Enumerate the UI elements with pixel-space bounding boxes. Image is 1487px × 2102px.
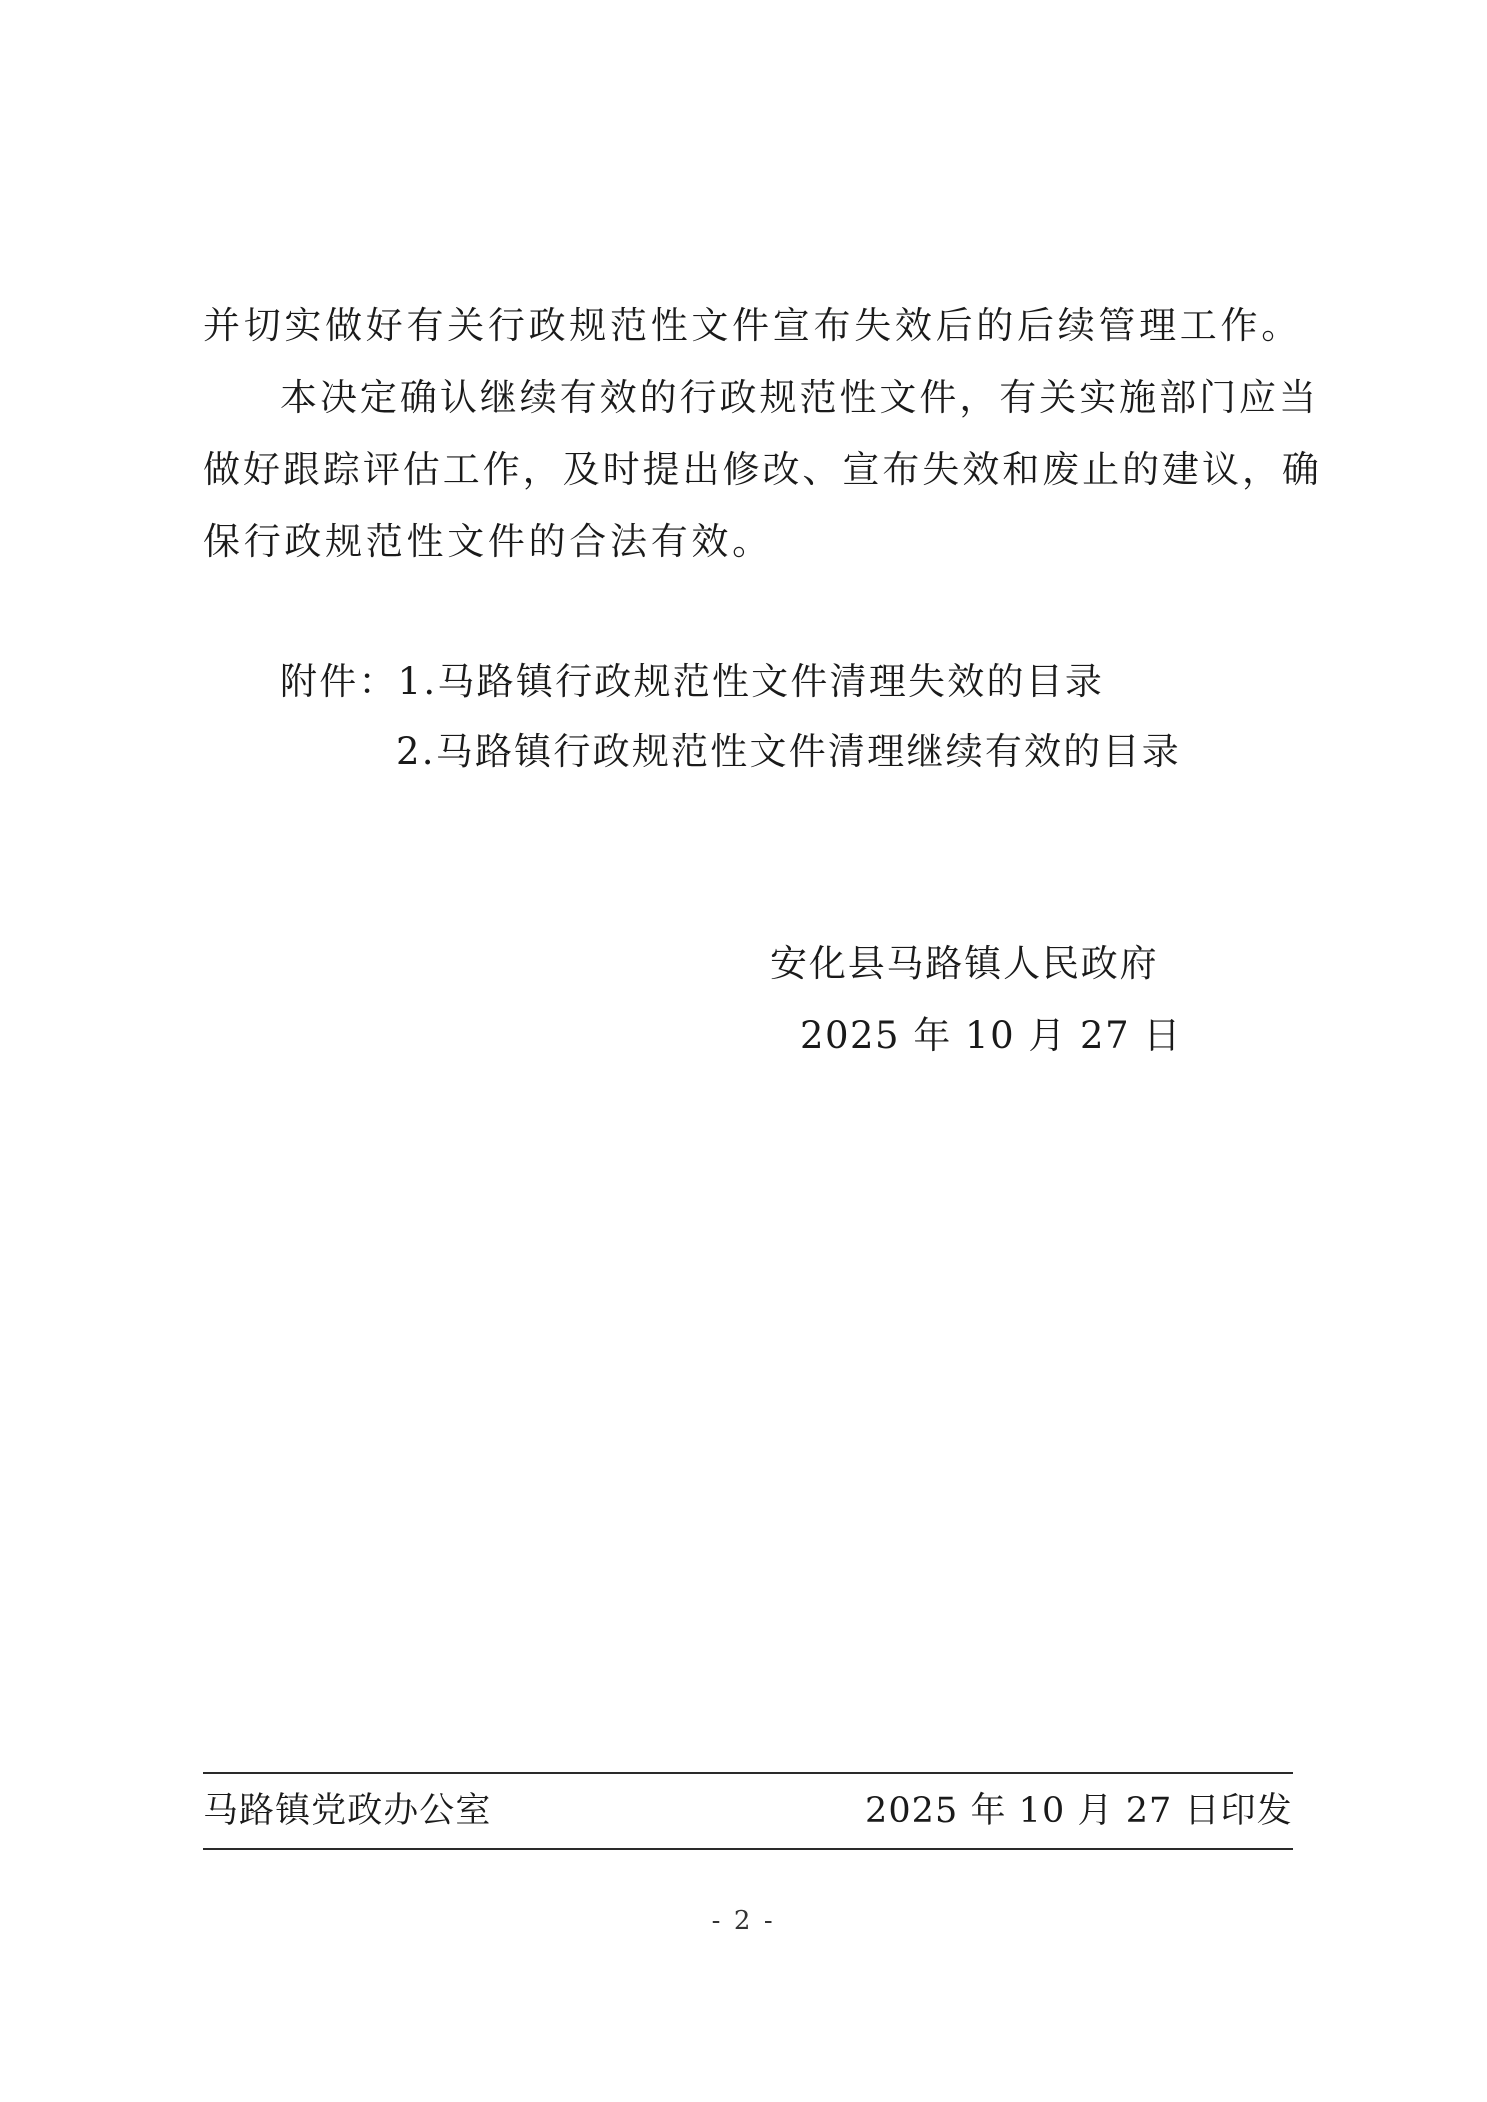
- footer-bottom-rule: [203, 1848, 1293, 1850]
- attachment-label: 附件：: [280, 660, 398, 703]
- footer-top-rule: [203, 1772, 1293, 1774]
- signature-date: 2025 年 10 月 27 日: [800, 1014, 1182, 1057]
- page-number: - 2 -: [711, 1906, 776, 1936]
- footer-issuer: 马路镇党政办公室: [203, 1791, 492, 1831]
- signature-organization: 安化县马路镇人民政府: [770, 942, 1159, 985]
- body-paragraph-1-line-1: 并切实做好有关行政规范性文件宣布失效后的后续管理工作。: [203, 304, 1302, 347]
- attachment-item-1: 1.马路镇行政规范性文件清理失效的目录: [397, 660, 1105, 703]
- body-paragraph-2-line-1: 本决定确认继续有效的行政规范性文件，有关实施部门应当: [280, 376, 1319, 419]
- attachment-list: [280, 658, 1104, 706]
- footer-issue-date: 2025 年 10 月 27 日印发: [865, 1791, 1293, 1831]
- body-paragraph-2-line-3: 保行政规范性文件的合法有效。: [203, 520, 773, 563]
- body-paragraph-2-line-2: 做好跟踪评估工作，及时提出修改、宣布失效和废止的建议，确: [203, 448, 1322, 491]
- attachment-item-2: 2.马路镇行政规范性文件清理继续有效的目录: [396, 730, 1181, 773]
